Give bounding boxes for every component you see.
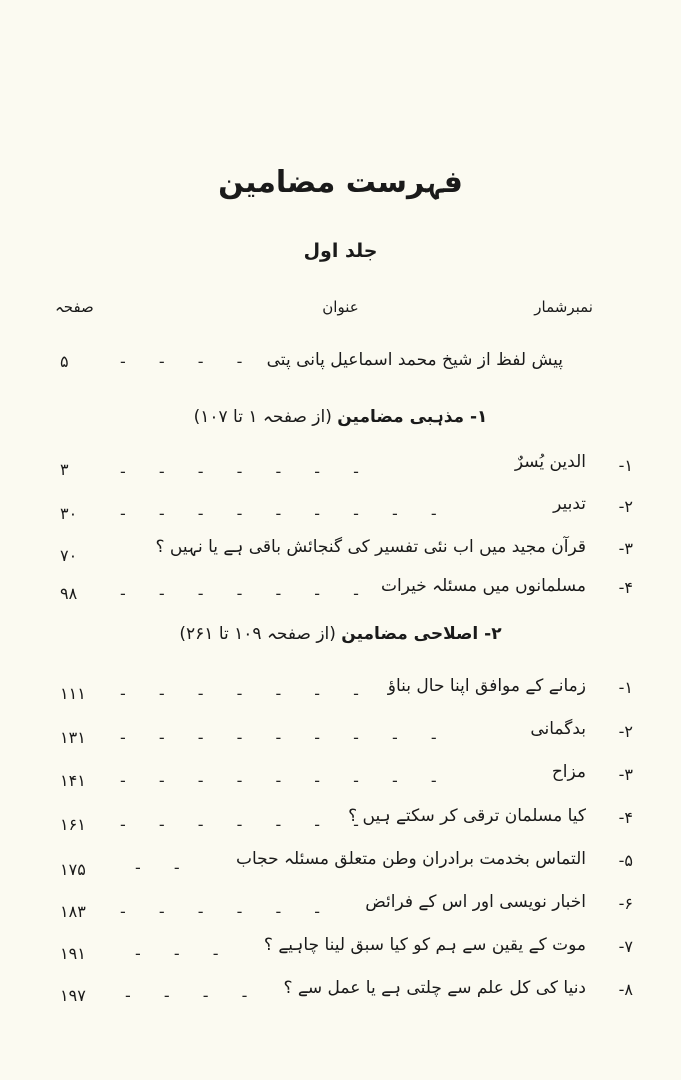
section-title: ۲- اصلاحی مضامین <box>341 624 502 644</box>
entry-page: ۱۷۵ <box>60 860 86 879</box>
entry-leader: - - <box>135 858 194 877</box>
section-range: (از صفحہ ۱ تا ۱۰۷) <box>193 407 332 427</box>
entry-title: مسلمانوں میں مسئلہ خیرات <box>380 576 586 596</box>
section-heading <box>0 623 681 644</box>
column-header-page: صفحہ <box>55 298 94 316</box>
section-title: ۱- مذہبی مضامین <box>337 407 488 427</box>
column-header-serial: نمبرشمار <box>534 298 593 316</box>
entry-title: موت کے یقین سے ہم کو کیا سبق لینا چاہیے ؟ <box>263 935 586 955</box>
page-title: فہرست مضامین <box>218 165 463 200</box>
entry-title: اخبار نویسی اور اس کے فرائض <box>365 892 586 912</box>
entry-number: ۱- <box>618 456 633 475</box>
entry-number: ۴- <box>618 578 633 597</box>
entry-title: زمانے کے موافق اپنا حال بناؤ <box>387 676 586 696</box>
entry-page: ۹۸ <box>60 584 78 603</box>
entry-page: ۳ <box>60 460 69 479</box>
entry-leader: - - - - - - <box>120 902 335 921</box>
section-range: (از صفحہ ۱۰۹ تا ۲۶۱) <box>179 624 336 644</box>
preface-leader: - - - - <box>120 352 257 371</box>
column-header-title: عنوان <box>322 298 359 316</box>
entry-number: ۴- <box>618 808 633 827</box>
volume-heading: جلد اول <box>303 240 378 262</box>
entry-page: ۳۰ <box>60 504 78 523</box>
entry-number: ۷- <box>618 937 633 956</box>
entry-page: ۱۹۷ <box>60 986 86 1005</box>
entry-leader: - - - - - - - <box>120 462 373 481</box>
section-heading <box>0 406 681 427</box>
entry-leader: - - - - <box>125 986 262 1005</box>
entry-page: ۱۴۱ <box>60 771 86 790</box>
entry-page: ۱۳۱ <box>60 728 86 747</box>
entry-title: دنیا کی کل علم سے چلتی ہے یا عمل سے ؟ <box>283 978 586 998</box>
entry-page: ۱۶۱ <box>60 815 86 834</box>
entry-number: ۳- <box>618 539 633 558</box>
entry-leader: - - - - - - - - - <box>120 771 451 790</box>
preface-page: ۵ <box>60 352 69 371</box>
entry-number: ۵- <box>618 851 633 870</box>
entry-title: کیا مسلمان ترقی کر سکتے ہیں ؟ <box>348 806 586 826</box>
entry-leader: - - - - - - - <box>120 815 373 834</box>
entry-number: ۶- <box>618 894 633 913</box>
entry-leader: - - - - - - - - - <box>120 504 451 523</box>
entry-page: ۱۱۱ <box>60 684 86 703</box>
entry-leader: - - - - - - - <box>120 684 373 703</box>
entry-number: ۸- <box>618 980 633 999</box>
preface-title: پیش لفظ از شیخ محمد اسماعیل پانی پتی <box>266 350 563 370</box>
entry-number: ۲- <box>618 497 633 516</box>
entry-title: التماس بخدمت برادران وطن متعلق مسئلہ حجاب <box>235 849 586 869</box>
entry-title: تدبیر <box>553 494 586 514</box>
entry-leader: - - - - - - - - - <box>120 728 451 747</box>
entry-page: ۷۰ <box>60 546 78 565</box>
entry-number: ۳- <box>618 765 633 784</box>
entry-page: ۱۹۱ <box>60 944 86 963</box>
entry-number: ۲- <box>618 722 633 741</box>
entry-title: قرآن مجید میں اب نئی تفسیر کی گنجائش باقی ہے یا نہیں ؟ <box>155 537 586 557</box>
entry-title: مزاح <box>551 762 586 782</box>
entry-leader: - - - - - - - <box>120 584 373 603</box>
entry-title: الدین یُسرٌ <box>514 452 586 472</box>
entry-page: ۱۸۳ <box>60 902 86 921</box>
entry-title: بدگمانی <box>530 719 586 739</box>
entry-number: ۱- <box>618 678 633 697</box>
entry-leader: - - - <box>135 944 233 963</box>
